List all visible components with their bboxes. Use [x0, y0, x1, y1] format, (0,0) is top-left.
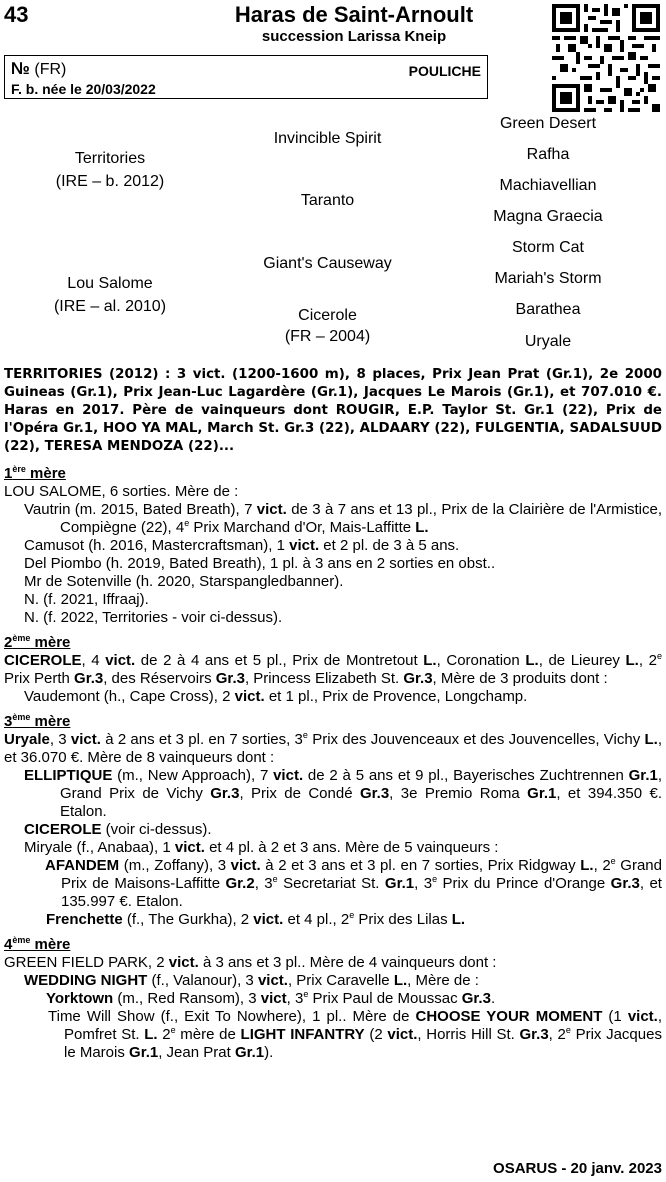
produce-elliptique: ELLIPTIQUE (m., New Approach), 7 vict. de 2 à 5 ans et 9 pl., Bayerisches Zuchtrennen Gr.1, Grand Prix de Vichy Gr.3, Prix de Condé Gr.3, 3e Premio Roma Gr.1, et 394.350 €. Etalon.	[24, 767, 662, 820]
pedigree-gen2-item: Invincible Spirit	[273, 130, 382, 147]
pedigree-dam-info: (IRE – al. 2010)	[53, 298, 167, 315]
pedigree-dam: Lou Salome	[67, 275, 153, 292]
sire-description: TERRITORIES (2012) : 3 vict. (1200-1600 m), 8 places, Prix Jean Prat (Gr.1), 2e 2000 Guineas (Gr.1), Prix Jean-Luc Lagardère (Gr.1), Jacques Le Marois (Gr.1), et 707.010 €. Haras en 2017. Père de vainqueurs dont ROUGIR, E.P. Taylor St. Gr.1 (22), Prix de l'Opéra Gr.1, HOO YA MAL, March St. Gr.3 (22), ALDAARY (22), FULGENTIA, SADALSUUD (22), TERESA MENDOZA (22)...	[4, 367, 662, 454]
pedigree-gen3-item: Mariah's Storm	[494, 270, 602, 287]
pedigree-gen3-item: Magna Graecia	[493, 208, 603, 225]
pedigree-sire-info: (IRE – b. 2012)	[55, 173, 165, 190]
produce-yorktown: Yorktown (m., Red Ransom), 3 vict, 3e Prix Paul de Moussac Gr.3.	[46, 989, 496, 1007]
seller-subtitle: succession Larissa Kneip	[261, 28, 447, 45]
pedigree-gen2-item: Cicerole	[298, 307, 357, 324]
section-second-dam: 2ème mère	[4, 633, 71, 651]
section-third-dam: 3ème mère	[4, 712, 71, 730]
produce-2022: N. (f. 2022, Territories - voir ci-dessus).	[24, 609, 283, 626]
pedigree-gen3-item: Barathea	[515, 301, 581, 318]
horse-name-line	[11, 60, 66, 79]
footer-source-date: OSARUS - 20 janv. 2023	[493, 1160, 662, 1177]
produce-cicerole: CICEROLE (voir ci-dessus).	[24, 821, 212, 838]
pedigree-gen3-item: Rafha	[526, 146, 570, 163]
pedigree-gen3-item: Uryale	[524, 333, 572, 350]
third-dam-record: Uryale, 3 vict. à 2 ans et 3 pl. en 7 sorties, 3e Prix des Jouvenceaux et des Jouvencelles, Vichy L., et 36.070 €. Mère de 8 vainqueurs dont :	[4, 730, 662, 766]
produce-wedding-night: WEDDING NIGHT (f., Valanour), 3 vict., Prix Caravelle L., Mère de :	[24, 972, 479, 989]
produce-afandem: AFANDEM (m., Zoffany), 3 vict. à 2 et 3 ans et 3 pl. en 7 sorties, Prix Ridgway L., 2e Grand Prix de Maisons-Laffitte Gr.2, 3e Secretariat St. Gr.1, 3e Prix du Prince d'Orange Gr.3, et 135.997 €. Etalon.	[45, 856, 662, 910]
birth-line: F. b. née le 20/03/2022	[11, 81, 156, 97]
section-fourth-dam: 4ème mère	[4, 935, 71, 953]
qr-code-icon	[552, 4, 660, 112]
pedigree-sire: Territories	[74, 150, 146, 167]
pedigree-gen3-item: Machiavellian	[499, 177, 597, 194]
horse-name: №	[11, 59, 30, 78]
horse-country: (FR)	[29, 61, 67, 78]
produce-sotenville: Mr de Sotenville (h. 2020, Starspangledbanner).	[24, 573, 344, 590]
produce-camusot: Camusot (h. 2016, Mastercraftsman), 1 vict. et 2 pl. de 3 à 5 ans.	[24, 537, 460, 554]
produce-vaudemont: Vaudemont (h., Cape Cross), 2 vict. et 1 pl., Prix de Provence, Longchamp.	[24, 688, 528, 705]
pedigree-gen2-item: Giant's Causeway	[263, 255, 392, 272]
second-dam-record: CICEROLE, 4 vict. de 2 à 4 ans et 5 pl., Prix de Montretout L., Coronation L., de Lieurey L., 2e Prix Perth Gr.3, des Réservoirs Gr.3, Princess Elizabeth St. Gr.3, Mère de 3 produits dont :	[4, 651, 662, 687]
horse-info-box	[4, 55, 488, 99]
first-dam-intro: LOU SALOME, 6 sorties. Mère de :	[4, 483, 239, 500]
produce-vautrin: Vautrin (m. 2015, Bated Breath), 7 vict. de 3 à 7 ans et 13 pl., Prix de la Clairière de l'Armistice, Compiègne (22), 4e Prix Marchand d'Or, Mais-Laffitte L.	[24, 501, 663, 536]
produce-frenchette: Frenchette (f., The Gurkha), 2 vict. et 4 pl., 2e Prix des Lilas L.	[46, 910, 466, 928]
produce-time-will-show: Time Will Show (f., Exit To Nowhere), 1 pl.. Mère de CHOOSE YOUR MOMENT (1 vict., Pomfret St. L. 2e mère de LIGHT INFANTRY (2 vict., Horris Hill St. Gr.3, 2e Prix Jacques le Marois Gr.1, Jean Prat Gr.1).	[48, 1008, 662, 1061]
pedigree-gen3-item: Green Desert	[499, 115, 597, 132]
produce-2021: N. (f. 2021, Iffraaj).	[24, 591, 149, 608]
fourth-dam-record: GREEN FIELD PARK, 2 vict. à 3 ans et 3 pl.. Mère de 4 vainqueurs dont :	[4, 954, 497, 971]
lot-number: 43	[4, 2, 29, 27]
pedigree-gen3-item: Storm Cat	[511, 239, 584, 256]
catalogue-body	[4, 366, 662, 1062]
pedigree-gen2-item: Taranto	[300, 192, 355, 209]
pedigree-gen2-item: (FR – 2004)	[284, 328, 371, 345]
produce-del-piombo: Del Piombo (h. 2019, Bated Breath), 1 pl. à 3 ans en 2 sorties en obst..	[24, 555, 496, 572]
seller-name: Haras de Saint-Arnoult	[234, 2, 474, 27]
produce-miryale: Miryale (f., Anabaa), 1 vict. et 4 pl. à 2 et 3 ans. Mère de 5 vainqueurs :	[24, 839, 499, 856]
horse-sex: POULICHE	[408, 63, 481, 79]
section-first-dam: 1ère mère	[4, 464, 66, 482]
